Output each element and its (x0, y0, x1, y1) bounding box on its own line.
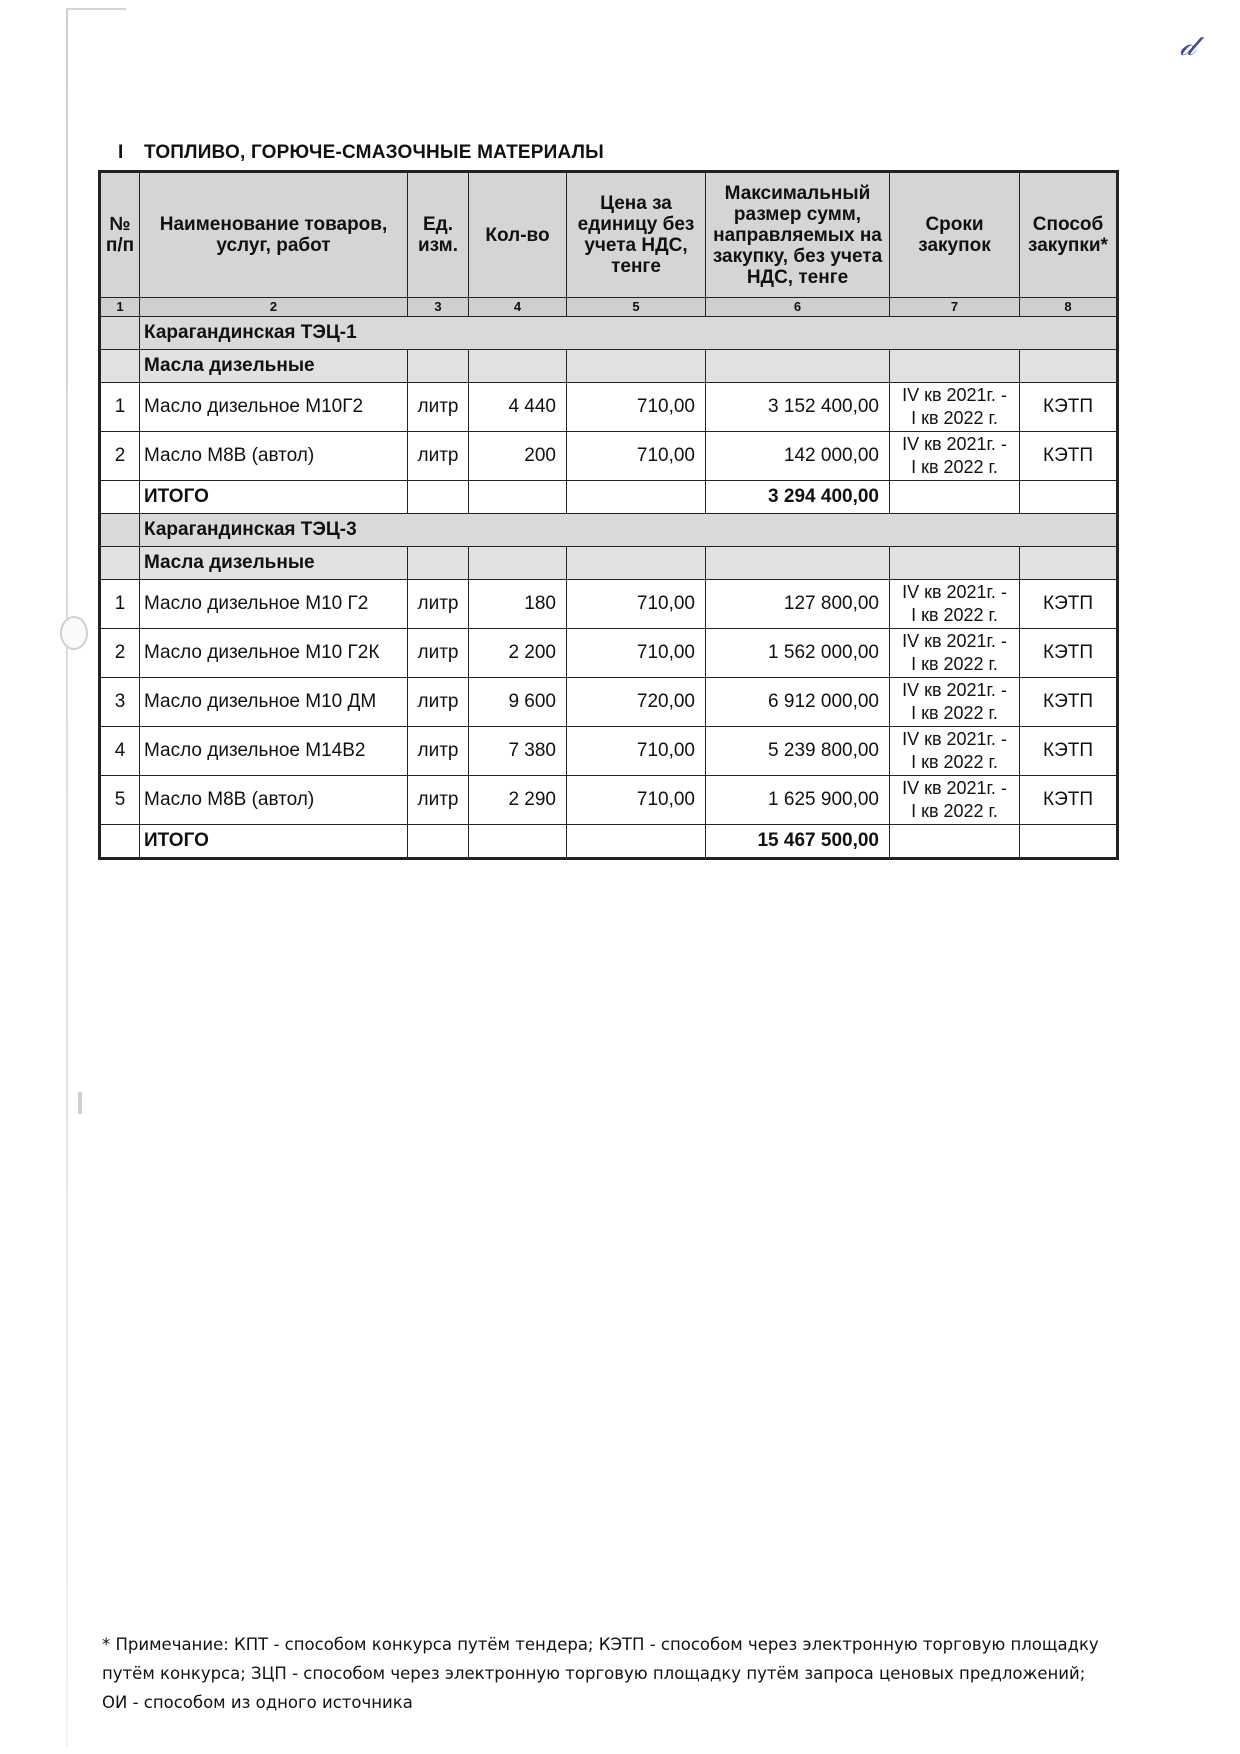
scan-top-line (66, 8, 126, 10)
term-line-2: I кв 2022 г. (911, 703, 998, 723)
term-line-1: IV кв 2021г. - (902, 680, 1007, 700)
subgroup-spacer-cell (100, 350, 140, 383)
header-cell: Ед. изм. (408, 172, 469, 298)
term-line-2: I кв 2022 г. (911, 457, 998, 477)
quantity: 180 (469, 580, 567, 629)
subgroup-empty-cell (567, 350, 706, 383)
procurement-method: КЭТП (1020, 629, 1118, 678)
unit-price: 710,00 (567, 629, 706, 678)
procurement-method: КЭТП (1020, 678, 1118, 727)
quantity: 7 380 (469, 727, 567, 776)
subgroup-empty-cell (706, 350, 890, 383)
item-name: Масло дизельное М10Г2 (140, 383, 408, 432)
unit-price: 710,00 (567, 580, 706, 629)
header-cell: Наименование товаров, услуг, работ (140, 172, 408, 298)
total-empty-cell (408, 481, 469, 514)
unit-price: 710,00 (567, 727, 706, 776)
subgroup-empty-cell (890, 350, 1020, 383)
table-row (100, 432, 1118, 481)
group-spacer-cell (100, 514, 140, 547)
column-number: 3 (408, 298, 469, 317)
total-label: ИТОГО (140, 825, 408, 859)
unit: литр (408, 776, 469, 825)
row-number: 5 (100, 776, 140, 825)
row-number: 2 (100, 629, 140, 678)
section-title-text: ТОПЛИВО, ГОРЮЧЕ-СМАЗОЧНЫЕ МАТЕРИАЛЫ (144, 142, 604, 163)
table-row (100, 776, 1118, 825)
procurement-method: КЭТП (1020, 383, 1118, 432)
term-line-2: I кв 2022 г. (911, 605, 998, 625)
header-cell: Максимальный размер сумм, направляемых на закупку, без учета НДС, тенге (706, 172, 890, 298)
header-cell: № п/п (100, 172, 140, 298)
total-empty-cell (469, 825, 567, 859)
unit-price: 710,00 (567, 776, 706, 825)
table-row (100, 580, 1118, 629)
header-cell: Цена за единицу без учета НДС, тенге (567, 172, 706, 298)
section-title (118, 142, 604, 164)
column-number: 4 (469, 298, 567, 317)
total-sum: 15 467 500,00 (706, 825, 890, 859)
max-sum: 3 152 400,00 (706, 383, 890, 432)
column-number: 6 (706, 298, 890, 317)
scan-margin-line (66, 8, 68, 1748)
quantity: 2 290 (469, 776, 567, 825)
total-empty-cell (408, 825, 469, 859)
table-row (100, 629, 1118, 678)
term-line-2: I кв 2022 г. (911, 752, 998, 772)
total-empty-cell (890, 481, 1020, 514)
procurement-term (890, 432, 1020, 481)
unit: литр (408, 727, 469, 776)
subgroup-empty-cell (469, 547, 567, 580)
row-number: 3 (100, 678, 140, 727)
term-line-1: IV кв 2021г. - (902, 778, 1007, 798)
total-empty-cell (567, 825, 706, 859)
quantity: 4 440 (469, 383, 567, 432)
term-line-2: I кв 2022 г. (911, 654, 998, 674)
footnote: * Примечание: КПТ - способом конкурса путём тендера; КЭТП - способом через электронную торговую площадку путём конкурса; ЗЦП - способом через электронную торговую площадку путём запроса ценовых предложений; ОИ - способом из одного источника (102, 1635, 1099, 1712)
max-sum: 142 000,00 (706, 432, 890, 481)
term-line-1: IV кв 2021г. - (902, 385, 1007, 405)
total-empty-cell (1020, 825, 1118, 859)
procurement-term (890, 776, 1020, 825)
total-spacer-cell (100, 825, 140, 859)
column-number: 5 (567, 298, 706, 317)
table-row (100, 678, 1118, 727)
term-line-2: I кв 2022 г. (911, 408, 998, 428)
column-number: 1 (100, 298, 140, 317)
item-name: Масло дизельное М10 Г2 (140, 580, 408, 629)
unit-price: 720,00 (567, 678, 706, 727)
scan-mark (78, 1092, 82, 1114)
item-name: Масло дизельное М10 Г2К (140, 629, 408, 678)
header-cell: Способ закупки* (1020, 172, 1118, 298)
subgroup-empty-cell (469, 350, 567, 383)
total-row (100, 481, 1118, 514)
column-number: 7 (890, 298, 1020, 317)
item-name: Масло дизельное М14В2 (140, 727, 408, 776)
handwritten-page-mark: 𝒹 (1180, 28, 1196, 63)
procurement-method: КЭТП (1020, 432, 1118, 481)
subgroup-empty-cell (408, 547, 469, 580)
column-number: 8 (1020, 298, 1118, 317)
total-empty-cell (567, 481, 706, 514)
total-empty-cell (469, 481, 567, 514)
section-number: I (118, 142, 124, 163)
unit: литр (408, 629, 469, 678)
item-name: Масло М8В (автол) (140, 776, 408, 825)
column-number-row (100, 298, 1118, 317)
total-sum: 3 294 400,00 (706, 481, 890, 514)
term-line-2: I кв 2022 г. (911, 801, 998, 821)
column-number: 2 (140, 298, 408, 317)
group-name: Карагандинская ТЭЦ-1 (140, 317, 1118, 350)
procurement-term (890, 678, 1020, 727)
unit: литр (408, 432, 469, 481)
punch-hole (60, 616, 88, 650)
term-line-1: IV кв 2021г. - (902, 729, 1007, 749)
unit: литр (408, 383, 469, 432)
procurement-method: КЭТП (1020, 580, 1118, 629)
total-empty-cell (890, 825, 1020, 859)
row-number: 2 (100, 432, 140, 481)
procurement-term (890, 383, 1020, 432)
subgroup-name: Масла дизельные (140, 350, 408, 383)
row-number: 1 (100, 383, 140, 432)
unit-price: 710,00 (567, 432, 706, 481)
procurement-table (98, 170, 1119, 860)
quantity: 9 600 (469, 678, 567, 727)
unit: литр (408, 580, 469, 629)
unit-price: 710,00 (567, 383, 706, 432)
total-label: ИТОГО (140, 481, 408, 514)
table-row (100, 383, 1118, 432)
procurement-method: КЭТП (1020, 727, 1118, 776)
total-row (100, 825, 1118, 859)
subgroup-empty-cell (1020, 547, 1118, 580)
header-cell: Кол-во (469, 172, 567, 298)
subgroup-empty-cell (408, 350, 469, 383)
max-sum: 6 912 000,00 (706, 678, 890, 727)
procurement-term (890, 580, 1020, 629)
item-name: Масло М8В (автол) (140, 432, 408, 481)
quantity: 2 200 (469, 629, 567, 678)
group-row (100, 317, 1118, 350)
group-row (100, 514, 1118, 547)
header-row (100, 172, 1118, 298)
subgroup-row (100, 350, 1118, 383)
subgroup-spacer-cell (100, 547, 140, 580)
procurement-method: КЭТП (1020, 776, 1118, 825)
term-line-1: IV кв 2021г. - (902, 582, 1007, 602)
subgroup-empty-cell (567, 547, 706, 580)
subgroup-row (100, 547, 1118, 580)
max-sum: 1 625 900,00 (706, 776, 890, 825)
subgroup-empty-cell (706, 547, 890, 580)
max-sum: 127 800,00 (706, 580, 890, 629)
header-cell: Сроки закупок (890, 172, 1020, 298)
group-name: Карагандинская ТЭЦ-3 (140, 514, 1118, 547)
total-empty-cell (1020, 481, 1118, 514)
procurement-term (890, 629, 1020, 678)
quantity: 200 (469, 432, 567, 481)
term-line-1: IV кв 2021г. - (902, 631, 1007, 651)
total-spacer-cell (100, 481, 140, 514)
subgroup-name: Масла дизельные (140, 547, 408, 580)
max-sum: 1 562 000,00 (706, 629, 890, 678)
row-number: 4 (100, 727, 140, 776)
procurement-term (890, 727, 1020, 776)
subgroup-empty-cell (890, 547, 1020, 580)
row-number: 1 (100, 580, 140, 629)
item-name: Масло дизельное М10 ДМ (140, 678, 408, 727)
unit: литр (408, 678, 469, 727)
group-spacer-cell (100, 317, 140, 350)
subgroup-empty-cell (1020, 350, 1118, 383)
term-line-1: IV кв 2021г. - (902, 434, 1007, 454)
max-sum: 5 239 800,00 (706, 727, 890, 776)
table-row (100, 727, 1118, 776)
